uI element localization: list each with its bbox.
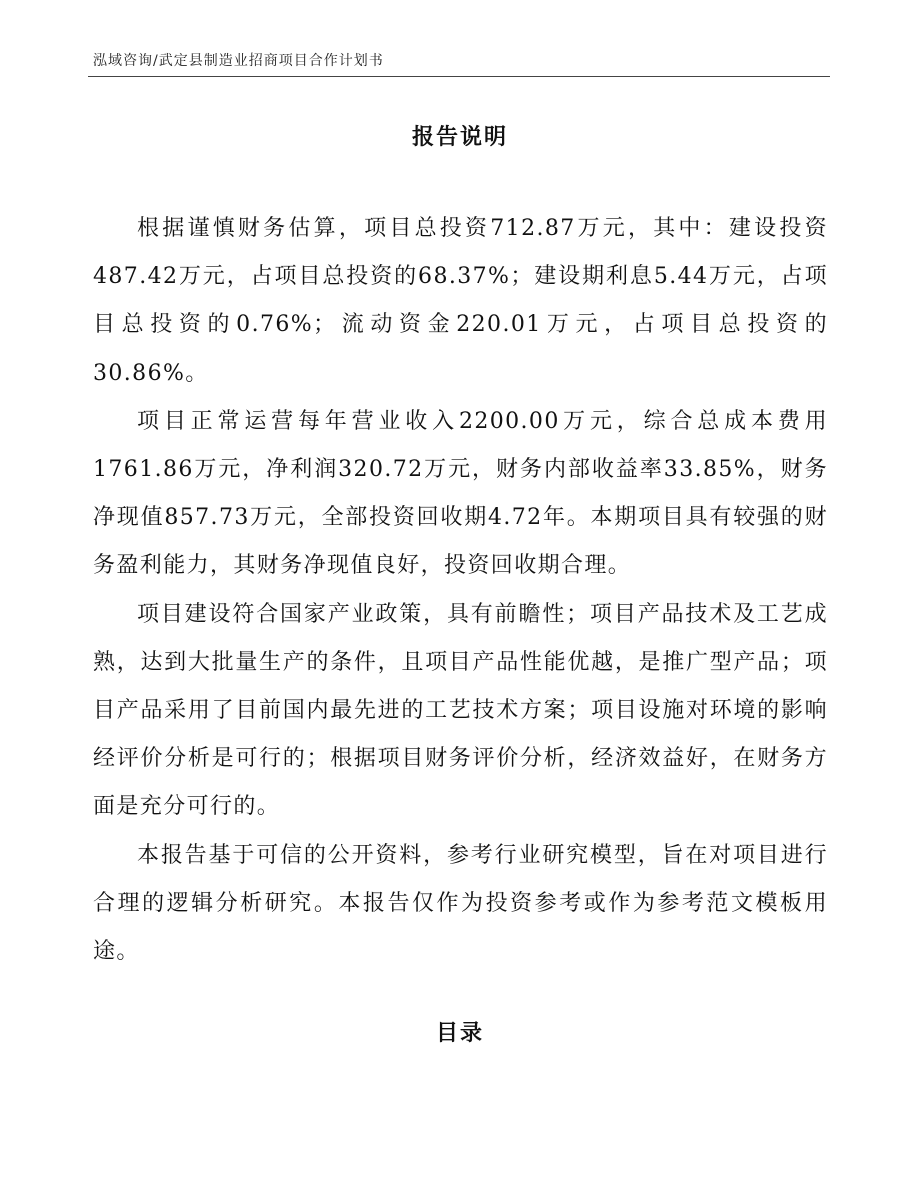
header-divider [88,76,830,77]
report-title: 报告说明 [411,125,508,150]
running-header: 泓域咨询/武定县制造业招商项目合作计划书 [93,53,384,69]
paragraph-investment: 根据谨慎财务估算，项目总投资712.87万元，其中：建设投资487.42万元，占项目总投资的68.37%；建设期利息5.44万元，占项目总投资的0.76%；流动资金220.01万元，占项目总投资的30.86%。 [93,216,828,386]
report-body [93,205,828,976]
paragraph-feasibility: 项目建设符合国家产业政策，具有前瞻性；项目产品技术及工艺成熟，达到大批量生产的条件，且项目产品性能优越，是推广型产品；项目产品采用了目前国内最先进的工艺技术方案；项目设施对环境的影响经评价分析是可行的；根据项目财务评价分析，经济效益好，在财务方面是充分可行的。 [93,601,828,820]
paragraph-disclaimer: 本报告基于可信的公开资料，参考行业研究模型，旨在对项目进行合理的逻辑分析研究。本报告仅作为投资参考或作为参考范文模板用途。 [93,842,828,965]
toc-title: 目录 [435,1021,484,1046]
paragraph-revenue: 项目正常运营每年营业收入2200.00万元，综合总成本费用1761.86万元，净利润320.72万元，财务内部收益率33.85%，财务净现值857.73万元，全部投资回收期4.72年。本期项目具有较强的财务盈利能力，其财务净现值良好，投资回收期合理。 [93,408,828,579]
